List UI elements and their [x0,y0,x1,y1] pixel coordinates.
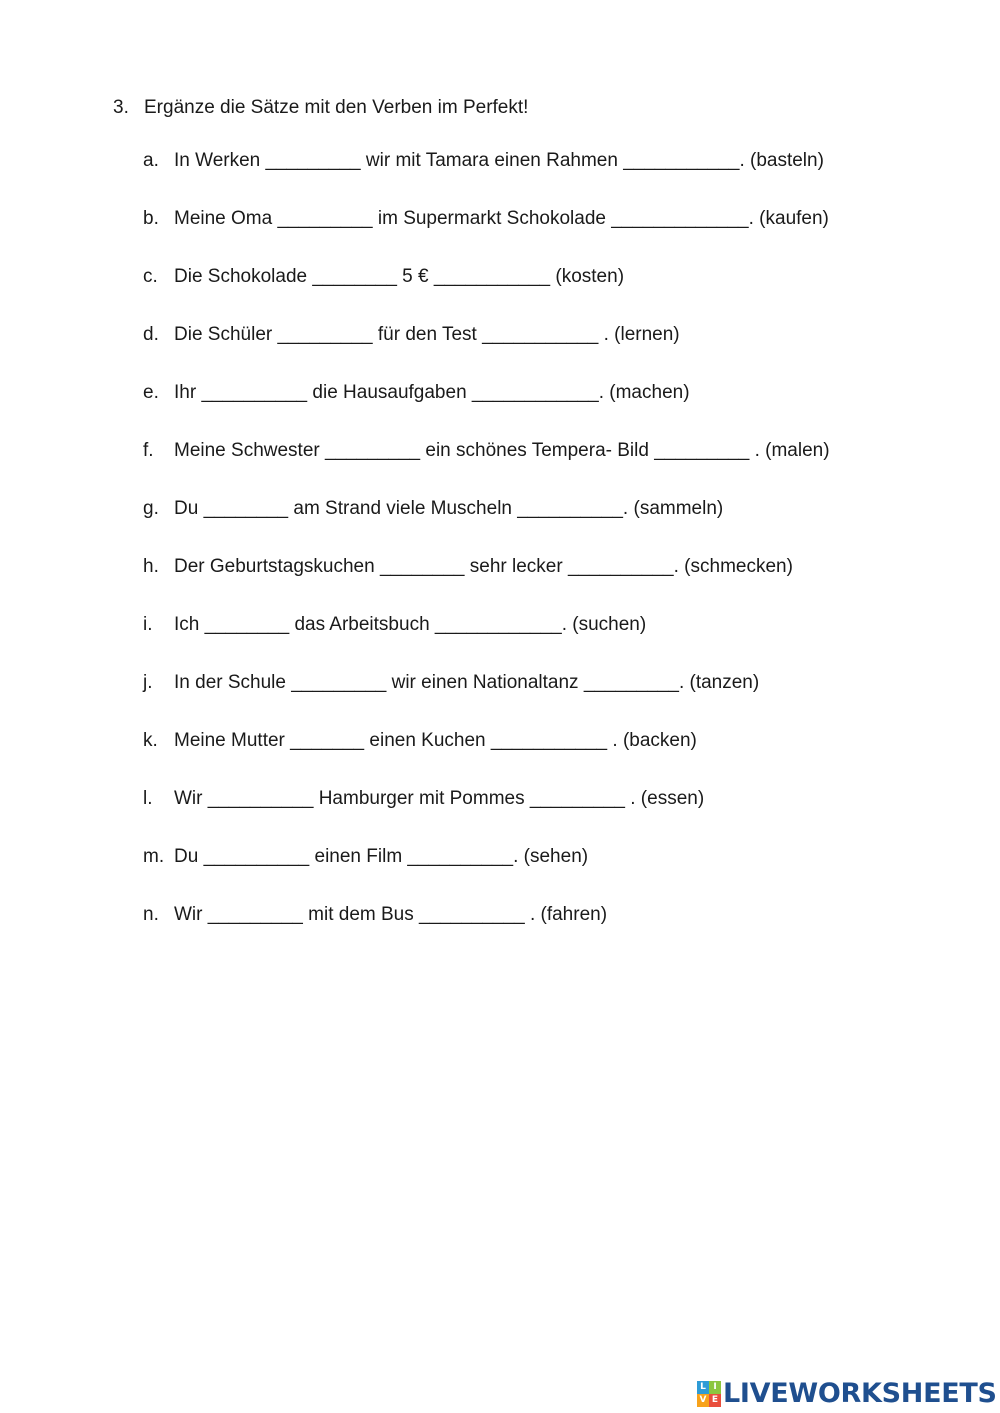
exercise-letter: f. [143,440,154,461]
exercise-letter: b. [143,208,159,229]
exercise-item [143,265,830,323]
exercise-letter: a. [143,150,159,171]
exercise-item [143,323,830,381]
exercise-item [143,381,830,439]
exercise-item [143,555,830,613]
exercise-item [143,903,830,961]
exercise-item [143,787,830,845]
exercise-sentence: Die Schokolade ________ 5 € ___________ (kosten) [174,266,625,287]
logo-mark-icon [697,1381,721,1407]
exercise-item [143,671,830,729]
exercise-sentence: Wir __________ Hamburger mit Pommes _________ . (essen) [174,788,705,809]
exercise-letter: j. [143,672,153,693]
exercise-letter: k. [143,730,158,751]
exercise-item [143,497,830,555]
exercise-sentence: Der Geburtstagskuchen ________ sehr lecker __________. (schmecken) [174,556,793,577]
exercise-sentence: Ich ________ das Arbeitsbuch ____________. (suchen) [174,614,647,635]
logo-text: LIVEWORKSHEETS [723,1378,997,1409]
exercise-sentence: Meine Oma _________ im Supermarkt Schokolade _____________. (kaufen) [174,208,829,229]
exercise-letter: e. [143,382,159,403]
exercise-sentence: Ihr __________ die Hausaufgaben ____________. (machen) [174,382,690,403]
exercise-sentence: Du ________ am Strand viele Muscheln __________. (sammeln) [174,498,724,519]
exercise-item [143,613,830,671]
exercise-item [143,439,830,497]
exercise-list [143,149,830,961]
exercise-sentence: Du __________ einen Film __________. (sehen) [174,846,589,867]
exercise-sentence: In Werken _________ wir mit Tamara einen Rahmen ___________. (basteln) [174,150,824,171]
logo-mark-letter: V [697,1394,709,1407]
logo-mark-letter: E [709,1394,721,1407]
task-header [113,96,528,120]
exercise-item [143,845,830,903]
logo-mark-letter: L [697,1381,709,1394]
exercise-sentence: Die Schüler _________ für den Test ___________ . (lernen) [174,324,680,345]
exercise-letter: i. [143,614,153,635]
exercise-item [143,207,830,265]
exercise-letter: g. [143,498,159,519]
exercise-sentence: Meine Mutter _______ einen Kuchen ___________ . (backen) [174,730,697,751]
exercise-item [143,149,830,207]
exercise-sentence: Meine Schwester _________ ein schönes Tempera- Bild _________ . (malen) [174,440,830,461]
logo-mark-letter: I [709,1381,721,1394]
exercise-letter: m. [143,846,165,867]
exercise-letter: n. [143,904,159,925]
task-number: 3. [113,97,129,118]
exercise-letter: d. [143,324,159,345]
exercise-letter: c. [143,266,158,287]
exercise-sentence: In der Schule _________ wir einen Nationaltanz _________. (tanzen) [174,672,760,693]
exercise-letter: h. [143,556,159,577]
exercise-sentence: Wir _________ mit dem Bus __________ . (fahren) [174,904,608,925]
liveworksheets-logo [697,1378,997,1410]
task-instruction: Ergänze die Sätze mit den Verben im Perfekt! [144,97,529,118]
exercise-item [143,729,830,787]
exercise-letter: l. [143,788,153,809]
